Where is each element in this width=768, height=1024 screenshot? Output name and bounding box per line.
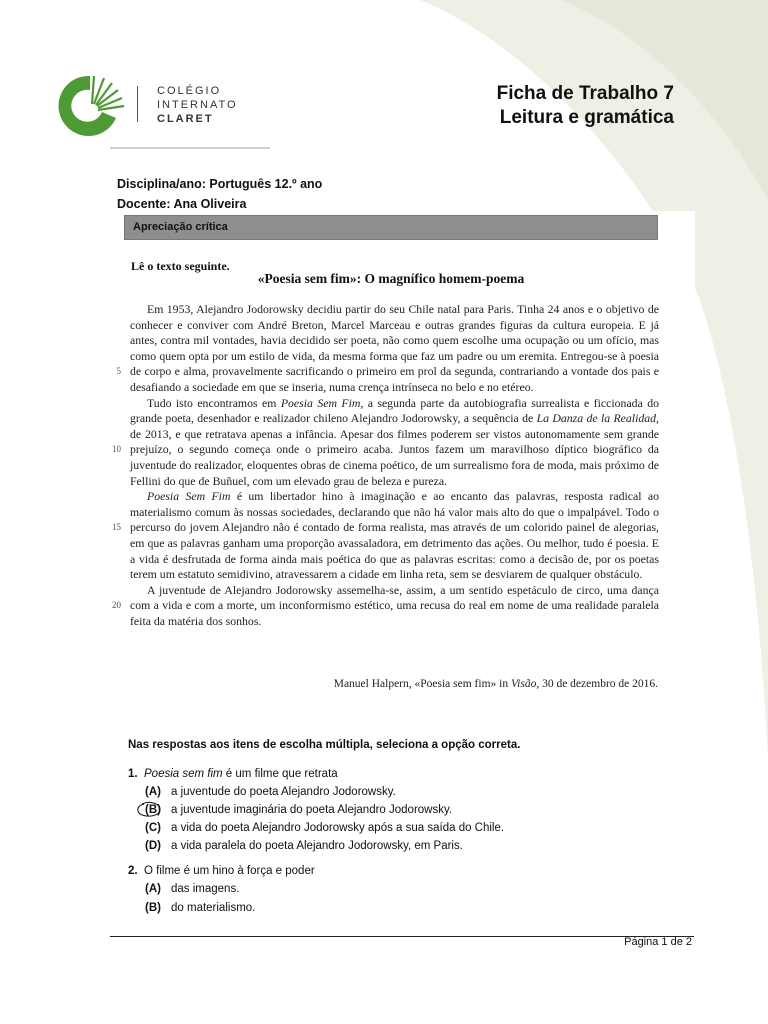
paragraph-2-part: Tudo isto encontramos em — [147, 395, 281, 410]
section-header — [124, 215, 658, 240]
option-text: do materialismo. — [171, 902, 256, 914]
option-2b[interactable] — [145, 902, 255, 914]
line-number: 5 — [116, 366, 121, 376]
reading-text — [130, 302, 659, 629]
option-1b[interactable] — [145, 804, 452, 816]
paragraph-3-part: é um libertador hino à imaginação e ao encanto das palavras, resposta radical ao materialismo comum às nossas sociedades, declarando que não há valor mais alto do que o impalpável. Todo o percurso do jovem Alejandro não é contado de forma realista, mas através de um colorido painel de alegorias, em que as palavras ganham uma proporção avassaladora, em detrimento das ações. Ou melhor, tudo é poesia. E a vida é desfrutada de forma ainda mais poética do que as palavras escritas: como a decisão de, por os poetas terem um estatuto semidivino, atravessarem a cidade em linha reta, sem se desviarem de qualquer obstáculo. — [130, 489, 659, 582]
option-text: a juventude imaginária do poeta Alejandro Jodorowsky. — [171, 804, 453, 816]
question-stem-title: Poesia sem fim — [144, 768, 223, 780]
question-1 — [128, 768, 338, 780]
option-2a[interactable] — [145, 883, 239, 895]
option-letter: (C) — [145, 822, 161, 834]
page-number: Página 1 de 2 — [624, 936, 692, 948]
multiple-choice-instruction: Nas respostas aos itens de escolha múltipla, seleciona a opção correta. — [128, 739, 521, 751]
footer-divider — [110, 936, 694, 937]
option-1a[interactable] — [145, 786, 396, 798]
school-name-line3: CLARET — [157, 113, 214, 125]
answer-circle-icon — [136, 801, 162, 819]
school-name-line1: COLÉGIO — [157, 85, 222, 97]
worksheet-title-line1: Ficha de Trabalho 7 — [496, 83, 674, 104]
option-letter: (B) — [145, 902, 161, 914]
reading-instruction: Lê o texto seguinte. — [131, 259, 230, 273]
school-name-line2: INTERNATO — [157, 99, 238, 111]
option-1c[interactable] — [145, 822, 504, 834]
film-title: Poesia Sem Fim — [280, 395, 361, 410]
teacher-line: Docente: Ana Oliveira — [117, 197, 247, 211]
paragraph-3 — [130, 489, 659, 583]
question-stem: é um filme que retrata — [222, 768, 338, 780]
paragraph-1: Em 1953, Alejandro Jodorowsky decidiu partir do seu Chile natal para Paris. Tinha 24 anos e o objetivo de conhecer e conviver com André Breton, Marcel Marceau e outras grandes figuras da cultura europeia. E já antes, contra mil vontades, havia decidido ser poeta, não como quem escolhe uma ocupação ou um ofício, mas como quem opta por um estilo de vida, da mesma forma que faz um padre ou um eremita. Entregou-se à poesia de corpo e alma, provavelmente sacrificando o primeiro em prol da segunda, contrariando a vontade dos pais e desafiando a sociedade em que se inseria, numa crença intrínseca no belo e no etéreo. — [130, 302, 659, 394]
worksheet-title-line2: Leitura e gramática — [499, 107, 674, 128]
option-text: a vida do poeta Alejandro Jodorowsky após a sua saída do Chile. — [171, 822, 505, 834]
option-1d[interactable] — [145, 840, 463, 852]
option-letter: (D) — [145, 840, 161, 852]
question-number: 1. — [128, 768, 138, 780]
logo-separator — [137, 86, 138, 122]
line-number: 10 — [112, 444, 121, 454]
film-title: La Danza de la Realidad — [536, 411, 657, 426]
option-text: a juventude do poeta Alejandro Jodorowsky. — [171, 786, 396, 798]
option-letter: (A) — [145, 883, 161, 895]
line-number: 20 — [112, 600, 121, 610]
paragraph-2-part: , de 2013, e que retratava apenas a infância. Apesar dos filmes poderem ser vistos autonomamente sem grande prejuízo, o segundo começa onde o primeiro acaba. Juntos fazem um maravilhoso díptico biográfico da juventude do realizador, eloquentes obras de cinema poético, de um surrealismo fora de moda, mais próximo de Fellini do que de Buñuel, com um elevado grau de beleza e pureza. — [130, 411, 659, 488]
option-letter: (B) — [145, 804, 161, 816]
option-letter: (A) — [145, 786, 161, 798]
subject-line: Disciplina/ano: Português 12.º ano — [117, 177, 323, 191]
text-title: «Poesia sem fim»: O magnífico homem-poema — [257, 271, 525, 286]
source-author: Manuel Halpern, «Poesia sem fim» in — [333, 678, 511, 690]
question-number: 2. — [128, 865, 138, 877]
paragraph-2 — [130, 396, 659, 490]
text-source — [334, 678, 658, 690]
paragraph-2-part: , a segunda parte da autobiografia surrealista e ficcionada do grande poeta, desenhador e realizador chileno Alejandro Jodorowsky, a sequência de — [130, 395, 660, 426]
section-header-label: Apreciação crítica — [133, 221, 228, 233]
source-date: , 30 de dezembro de 2016. — [536, 678, 658, 690]
worksheet-title — [497, 82, 674, 130]
question-2 — [128, 865, 315, 877]
source-publication: Visão — [510, 678, 537, 690]
film-title: Poesia Sem Fim — [147, 489, 231, 504]
school-logo-icon — [50, 68, 130, 138]
question-stem: O filme é um hino à força e poder — [144, 865, 315, 877]
school-name — [157, 84, 238, 126]
line-number: 15 — [112, 522, 121, 532]
header-divider — [110, 147, 270, 149]
option-text: a vida paralela do poeta Alejandro Jodorowsky, em Paris. — [171, 840, 463, 852]
paragraph-4: A juventude de Alejandro Jodorowsky assemelha-se, assim, a um sentido espetáculo de circo, uma dança com a vida e com a morte, um inconformismo estético, uma recusa do real em nome de uma realidade paralela feita da matéria dos sonhos. — [130, 582, 659, 628]
option-text: das imagens. — [171, 883, 240, 895]
